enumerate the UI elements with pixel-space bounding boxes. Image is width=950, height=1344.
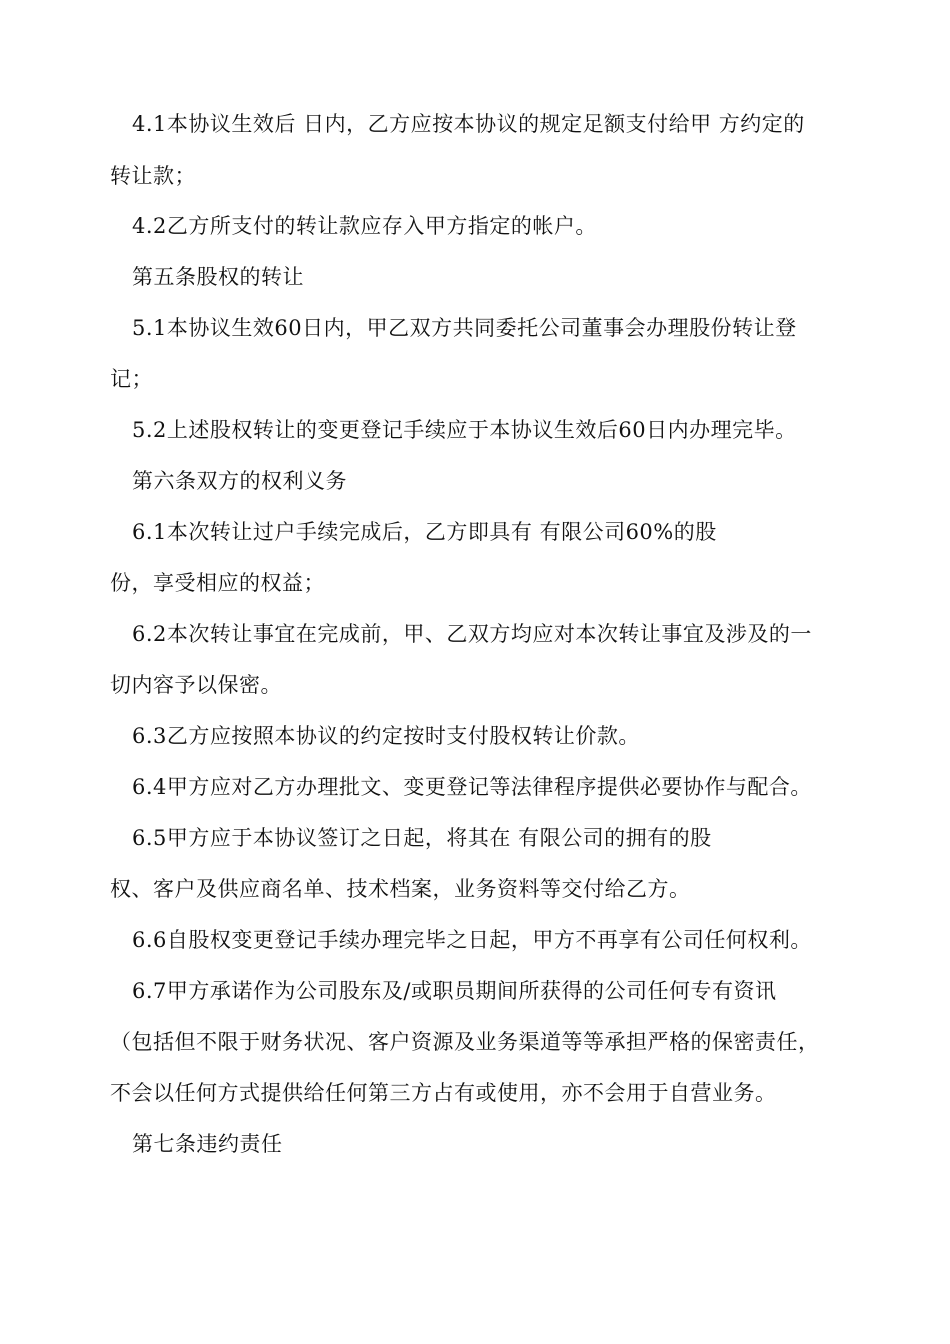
clause-6-7-line-3: 不会以任何方式提供给任何第三方占有或使用，亦不会用于自营业务。 [110, 1081, 777, 1105]
clause-6-7-line-1: 6.7甲方承诺作为公司股东及/或职员期间所获得的公司任何专有资讯 [132, 979, 777, 1003]
article-5-heading: 第五条股权的转让 [132, 265, 304, 289]
clause-6-1-line-2: 份，享受相应的权益； [110, 571, 325, 595]
clause-6-1-line-1: 6.1本次转让过户手续完成后，乙方即具有 有限公司60%的股 [132, 520, 717, 544]
clause-5-1-line-2: 记； [110, 367, 153, 391]
clause-5-1-line-1: 5.1本协议生效60日内，甲乙双方共同委托公司董事会办理股份转让登 [132, 316, 797, 340]
clause-6-4: 6.4甲方应对乙方办理批文、变更登记等法律程序提供必要协作与配合。 [132, 775, 812, 799]
clause-6-2-line-1: 6.2本次转让事宜在完成前，甲、乙双方均应对本次转让事宜及涉及的一 [132, 622, 812, 646]
clause-6-6: 6.6自股权变更登记手续办理完毕之日起，甲方不再享有公司任何权利。 [132, 928, 812, 952]
clause-6-5-line-1: 6.5甲方应于本协议签订之日起，将其在 有限公司的拥有的股 [132, 826, 712, 850]
clause-4-1-line-2: 转让款； [110, 164, 196, 188]
clause-6-5-line-2: 权、客户及供应商名单、技术档案，业务资料等交付给乙方。 [110, 877, 691, 901]
clause-6-7-line-2: （包括但不限于财务状况、客户资源及业务渠道等等承担严格的保密责任， [110, 1030, 820, 1054]
article-6-heading: 第六条双方的权利义务 [132, 469, 347, 493]
clause-4-1-line-1: 4.1本协议生效后 日内，乙方应按本协议的规定足额支付给甲 方约定的 [132, 112, 805, 136]
clause-5-2: 5.2上述股权转让的变更登记手续应于本协议生效后60日内办理完毕。 [132, 418, 797, 442]
clause-6-3: 6.3乙方应按照本协议的约定按时支付股权转让价款。 [132, 724, 640, 748]
clause-4-2: 4.2乙方所支付的转让款应存入甲方指定的帐户。 [132, 214, 597, 238]
clause-6-2-line-2: 切内容予以保密。 [110, 673, 282, 697]
article-7-heading: 第七条违约责任 [132, 1132, 283, 1156]
